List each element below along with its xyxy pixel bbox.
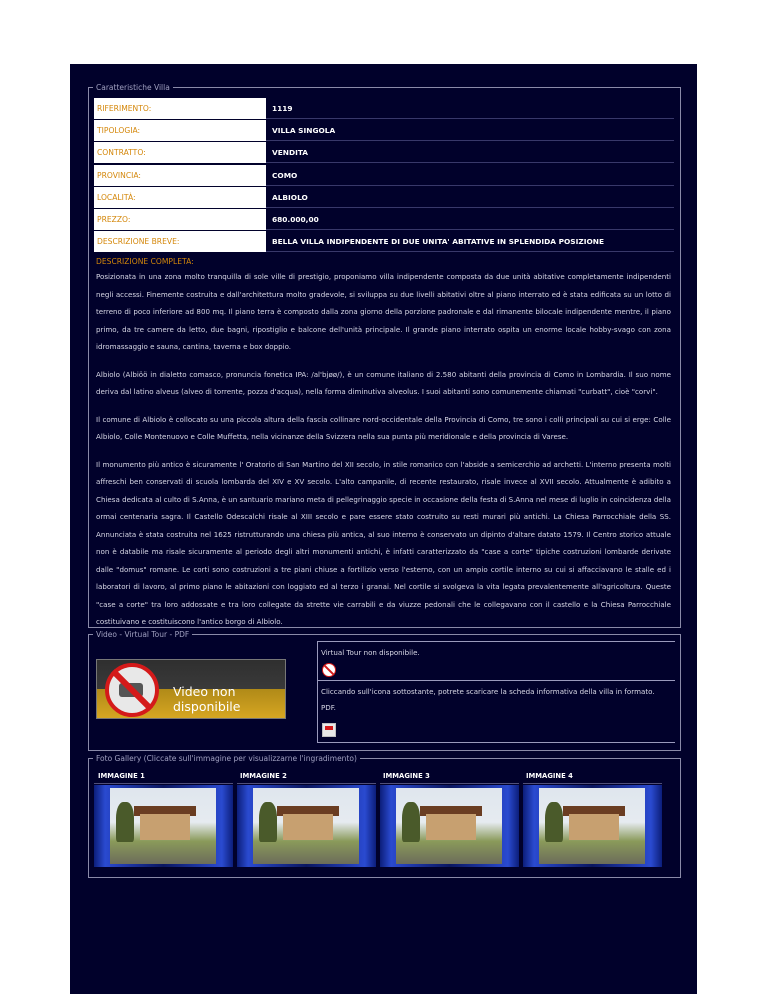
video-banner-text: Video non disponibile	[173, 684, 241, 714]
description-paragraph: Il monumento più antico è sicuramente l' Oratorio di San Martino del XII secolo, in stile romanico con l'abside a semicerchio ad archetti. L'interno presenta molti affreschi ben conservati di scuola lombarda del XIV e XV secolo. L'alto campanile, di recente restaurato, risale invece al XVII secolo. Attualmente è adibito a Chiesa dedicata al culto di S.Anna, è un santuario mariano meta di pellegrinaggio specie in occasione della festa di S.Anna nel mese di luglio in coincidenza della ormai centenaria sagra. Il Castello Odescalchi risale al XIII secolo e pare essere stato costruito su resti murari più antichi. La Chiesa Parrocchiale della SS. Annunciata è stata costruita nel 1625 ristrutturando una chiesa più antica, al suo interno è conservato un dipinto d'altare datato 1579. Il Centro storico attuale non è databile ma risale sicuramente al periodo degli altri monumenti antichi, è infatti caratterizzato da "case a corte" tipiche costruzioni lombarde derivate dalle "domus" romane. Le corti sono costruzioni a tre piani chiuse a fortilizio verso l'esterno, con un ampio cortile interno su cui si affacciavano le stalle ed i laboratori di lavoro, al primo piano le abitazioni con loggiato ed al terzo i granai. Nel cortile si svolgeva la vita legata prevalentemente all'agricoltura. Queste "case a corte" tra loro addossate e tra loro collegate da strette vie carrabili e da viuzze pedonali che le collegavano con il castello e la Chiesa Parrocchiale costituivano e costituiscono l'antico borgo di Albiolo.	[96, 459, 671, 626]
gallery-section-title: Foto Gallery (Cliccate sull'immagine per visualizzarne l'ingradimento)	[96, 754, 357, 763]
field-row	[94, 209, 674, 230]
field-value: BELLA VILLA INDIPENDENTE DI DUE UNITA' ABITATIVE IN SPLENDIDA POSIZIONE	[266, 231, 674, 252]
field-label: CONTRATTO:	[94, 142, 266, 163]
field-row	[94, 187, 674, 208]
field-row	[94, 98, 674, 119]
description-paragraph: Il comune di Albiolo è collocato su una piccola altura della fascia collinare nord-occidentale della Provincia di Como, tre sono i colli principali su cui si erge: Colle Albiolo, Colle Montenuovo e Colle Muffetta, nella vicinanze della Svizzera nella sua punta più meridionale e della provincia di Varese.	[96, 414, 671, 441]
field-label: PROVINCIA:	[94, 165, 266, 186]
characteristics-title: Caratteristiche Villa	[96, 83, 170, 92]
field-label: LOCALITÀ:	[94, 187, 266, 208]
field-label: RIFERIMENTO:	[94, 98, 266, 119]
field-value: 1119	[266, 98, 674, 119]
field-row	[94, 142, 674, 163]
description-text	[96, 268, 671, 641]
gallery-image-label: IMMAGINE 2	[240, 772, 287, 780]
field-value: VENDITA	[266, 142, 674, 163]
field-value: VILLA SINGOLA	[266, 120, 674, 141]
field-value: COMO	[266, 165, 674, 186]
gallery-thumbnail-1[interactable]	[94, 785, 233, 867]
video-info-panel	[317, 641, 675, 743]
description-title: DESCRIZIONE COMPLETA:	[96, 257, 194, 266]
field-value: ALBIOLO	[266, 187, 674, 208]
field-value: 680.000,00	[266, 209, 674, 230]
field-label: PREZZO:	[94, 209, 266, 230]
video-unavailable-banner	[96, 659, 286, 719]
gallery-image-label: IMMAGINE 1	[98, 772, 145, 780]
virtual-tour-text: Virtual Tour non disponibile.	[321, 648, 420, 657]
video-section-title: Video - Virtual Tour - PDF	[96, 630, 190, 639]
description-paragraph: Albiolo (Albiöö in dialetto comasco, pronuncia fonetica IPA: /al'bjøø/), è un comune italiano di 2.580 abitanti della provincia di Como in Lombardia. Il suo nome deriva dal latino alveus (alveo di torrente, pozza d'acqua), nella forma diminutiva alveolus. I suoi abitanti sono comunemente chiamati "curbatt", cioè "corvi".	[96, 369, 671, 396]
gallery-image-label: IMMAGINE 3	[383, 772, 430, 780]
field-row	[94, 231, 674, 252]
field-label: TIPOLOGIA:	[94, 120, 266, 141]
description-paragraph: Posizionata in una zona molto tranquilla di sole ville di prestigio, proponiamo villa indipendente composta da due unità abitative completamente indipendenti negli accessi. Finemente costruita e dall'architettura molto gradevole, si sviluppa su due livelli abitativi oltre al piano interrato ed è stata edificata su un lotto di terreno di poco inferiore ad 800 mq. Il piano terra è composto dalla zona giorno della porzione padronale e dal rimanente bilocale indipendente mentre, il piano primo, da tre camere da letto, due bagni, ripostiglio e balcone dell'unità principale. Il grande piano interrato ospita un enorme locale hobby-svago con zona idromassaggio e sauna, cantina, taverna e box doppio.	[96, 272, 671, 351]
field-label: DESCRIZIONE BREVE:	[94, 231, 266, 252]
characteristics-table	[94, 98, 674, 253]
field-row	[94, 165, 674, 186]
gallery-image-label: IMMAGINE 4	[526, 772, 573, 780]
gallery-thumbnail-2[interactable]	[237, 785, 376, 867]
gallery-thumbnail-4[interactable]	[523, 785, 662, 867]
field-row	[94, 120, 674, 141]
no-video-icon	[105, 663, 159, 717]
pdf-download-icon[interactable]	[322, 723, 336, 737]
gallery-thumbnail-3[interactable]	[380, 785, 519, 867]
virtual-tour-unavailable-icon	[322, 663, 336, 677]
pdf-info-text: Cliccando sull'icona sottostante, potrete scaricare la scheda informativa della villa in formato. PDF.	[321, 687, 655, 712]
